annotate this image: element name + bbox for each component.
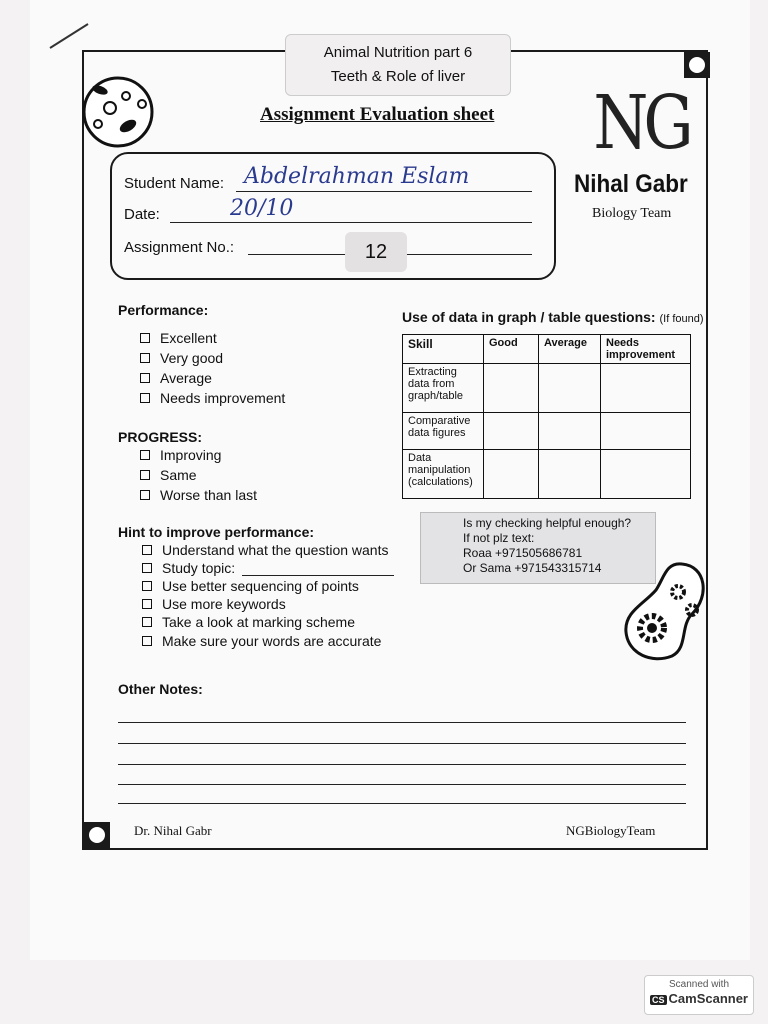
scanner-brand: CS CamScanner	[652, 991, 748, 1006]
sheet-title: Assignment Evaluation sheet	[260, 104, 495, 125]
notes-line[interactable]	[118, 784, 686, 785]
hint-option[interactable]: Use better sequencing of points	[142, 578, 359, 594]
rating-cell[interactable]	[601, 413, 691, 450]
performance-title: Performance:	[118, 302, 209, 318]
helper-text	[463, 516, 631, 576]
notes-title: Other Notes:	[118, 681, 203, 697]
notes-line[interactable]	[118, 764, 686, 765]
assignment-number: 12	[345, 232, 407, 272]
checkbox-icon[interactable]	[142, 599, 152, 609]
corner-ornament-top-right	[684, 52, 710, 78]
notes-line[interactable]	[118, 722, 686, 723]
student-name-label: Student Name:	[124, 175, 225, 192]
lesson-title-box	[285, 34, 511, 96]
lesson-title-line1: Animal Nutrition part 6	[323, 44, 473, 61]
corner-ornament-bottom-left	[84, 822, 110, 848]
performance-option[interactable]: Needs improvement	[140, 390, 285, 406]
table-row	[403, 450, 691, 499]
skill-cell: Extracting data from graph/table	[403, 364, 484, 413]
camscanner-badge	[644, 975, 754, 1015]
ng-logo-mark: NG	[593, 80, 689, 166]
helper-line: Is my checking helpful enough?	[463, 516, 632, 530]
checkbox-icon[interactable]	[142, 636, 152, 646]
hints-title: Hint to improve performance:	[118, 524, 315, 540]
checkbox-icon[interactable]	[140, 353, 150, 363]
notes-line[interactable]	[118, 743, 686, 744]
checkbox-icon[interactable]	[140, 490, 150, 500]
table-row	[403, 364, 691, 413]
student-name-value: Abdelrahman Eslam	[244, 164, 470, 189]
rating-cell[interactable]	[539, 364, 601, 413]
rating-cell[interactable]	[484, 364, 539, 413]
rating-cell[interactable]	[484, 450, 539, 499]
data-use-note: (If found)	[659, 313, 704, 325]
progress-title: PROGRESS:	[118, 429, 203, 445]
checkbox-icon[interactable]	[142, 545, 152, 555]
rating-cell[interactable]	[601, 450, 691, 499]
header-average: Average	[539, 335, 601, 364]
performance-option[interactable]: Average	[140, 370, 212, 386]
scanner-caption: Scanned with	[668, 979, 730, 990]
rating-cell[interactable]	[539, 413, 601, 450]
hint-option[interactable]: Use more keywords	[142, 596, 286, 612]
table-row	[403, 413, 691, 450]
progress-option[interactable]: Worse than last	[140, 487, 257, 503]
progress-option[interactable]: Same	[140, 467, 197, 483]
skill-cell: Comparative data figures	[403, 413, 484, 450]
header-good: Good	[484, 335, 539, 364]
performance-option[interactable]: Very good	[140, 350, 223, 366]
checkbox-icon[interactable]	[140, 470, 150, 480]
checkbox-icon[interactable]	[142, 581, 152, 591]
hint-option[interactable]: Understand what the question wants	[142, 542, 388, 558]
checkbox-icon[interactable]	[140, 333, 150, 343]
skill-cell: Data manipulation (calculations)	[403, 450, 484, 499]
checkbox-icon[interactable]	[140, 450, 150, 460]
pen-mark-icon	[48, 22, 90, 50]
checkbox-icon[interactable]	[140, 373, 150, 383]
table-header-row	[403, 335, 691, 364]
footer-left: Dr. Nihal Gabr	[134, 823, 212, 838]
hint-option[interactable]: Take a look at marking scheme	[142, 614, 355, 630]
data-use-title: Use of data in graph / table questions: (If found)	[402, 309, 704, 325]
header-skill: Skill	[403, 335, 484, 364]
camscanner-logo-icon: CS	[652, 995, 665, 1005]
footer-right: NGBiologyTeam	[566, 823, 656, 838]
rating-cell[interactable]	[539, 450, 601, 499]
hint-option[interactable]: Make sure your words are accurate	[142, 633, 381, 649]
hint-option[interactable]: Study topic:	[142, 560, 235, 576]
rating-cell[interactable]	[601, 364, 691, 413]
checkbox-icon[interactable]	[142, 563, 152, 573]
helper-phone: Or Sama +971543315714	[463, 561, 602, 575]
checkbox-icon[interactable]	[140, 393, 150, 403]
progress-option[interactable]: Improving	[140, 447, 221, 463]
skills-table	[402, 334, 691, 499]
performance-option[interactable]: Excellent	[140, 330, 217, 346]
checkbox-icon[interactable]	[142, 617, 152, 627]
notes-line[interactable]	[118, 803, 686, 804]
study-topic-line	[242, 574, 394, 576]
helper-line: If not plz text:	[463, 531, 535, 545]
helper-phone: Roaa +971505686781	[463, 546, 583, 560]
student-name-line	[236, 190, 532, 192]
assignment-label: Assignment No.:	[124, 239, 235, 256]
date-value: 20/10	[230, 196, 294, 221]
brand-subtitle: Biology Team	[592, 206, 672, 221]
header-needs-improvement: Needs improvement	[601, 335, 691, 364]
cell-ornament-icon	[80, 72, 156, 152]
rating-cell[interactable]	[484, 413, 539, 450]
date-label: Date:	[124, 206, 160, 223]
brand-name: Nihal Gabr	[574, 170, 688, 198]
lesson-title-line2: Teeth & Role of liver	[330, 68, 466, 85]
date-line	[170, 221, 532, 223]
